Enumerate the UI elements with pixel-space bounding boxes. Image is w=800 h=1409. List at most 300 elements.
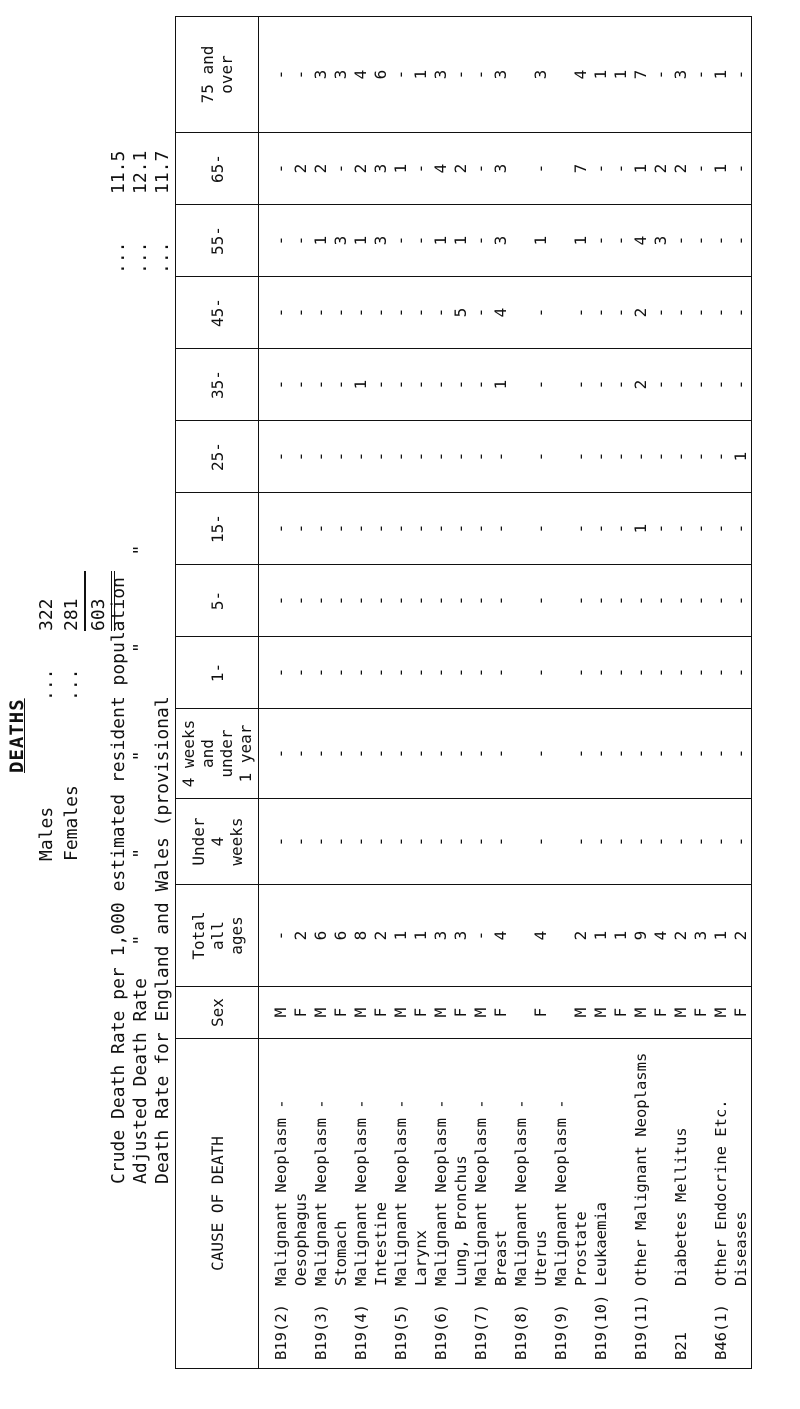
death-count: -	[651, 523, 670, 534]
death-count: -	[691, 379, 710, 390]
age-group-header	[176, 565, 259, 637]
death-count: 6	[311, 930, 330, 941]
death-count: -	[451, 523, 470, 534]
death-count: 1	[591, 930, 610, 941]
death-count: -	[591, 235, 610, 246]
age-group-header-line: over	[217, 55, 236, 94]
death-count	[511, 205, 531, 276]
grand-total: 603	[84, 571, 115, 631]
death-count: 1	[351, 379, 370, 390]
death-count: -	[271, 930, 290, 941]
age-group-header	[176, 205, 259, 277]
cause-code: B46(1)	[712, 1304, 730, 1360]
cause-entry	[631, 1039, 651, 1368]
death-count	[551, 799, 571, 884]
death-count	[511, 637, 531, 708]
age-group-header-line: 4 weeks	[179, 719, 198, 788]
death-count: 6	[371, 69, 390, 80]
cause-name: Breast	[492, 1230, 510, 1286]
totals-row-females	[59, 531, 84, 861]
death-count	[511, 709, 531, 798]
death-count: -	[531, 307, 550, 318]
death-count: -	[411, 748, 430, 759]
death-count: -	[651, 451, 670, 462]
sex-value	[511, 987, 531, 1038]
age-group-header	[176, 637, 259, 709]
death-count: 4	[651, 930, 670, 941]
sex-value: F	[331, 1007, 350, 1018]
sex-value: F	[291, 1007, 310, 1018]
death-count: -	[711, 523, 730, 534]
males-count: 322	[36, 598, 57, 631]
death-count: -	[291, 667, 310, 678]
cause-name: Lung, Bronchus	[452, 1155, 470, 1286]
cause-code: B19(10)	[592, 1294, 610, 1360]
cause-code: B19(11)	[632, 1294, 650, 1360]
cause-name: Larynx	[412, 1230, 430, 1286]
death-count: -	[651, 748, 670, 759]
death-count: -	[591, 379, 610, 390]
sex-value: M	[471, 1007, 490, 1018]
death-count: -	[271, 748, 290, 759]
cause-entry	[531, 1039, 551, 1368]
age-group-header-line: 75 and	[198, 45, 217, 104]
death-count: -	[731, 163, 750, 174]
death-count: -	[451, 451, 470, 462]
death-count: 3	[691, 930, 710, 941]
death-count: 3	[491, 163, 510, 174]
death-count: 8	[351, 930, 370, 941]
death-count: -	[471, 451, 490, 462]
cause-entry	[451, 1039, 471, 1368]
cause-entry	[351, 1039, 371, 1368]
cause-entry	[711, 1039, 731, 1368]
cause-entry	[571, 1039, 591, 1368]
death-count: -	[431, 307, 450, 318]
death-count: -	[371, 748, 390, 759]
death-count	[551, 421, 571, 492]
cause-entry	[371, 1039, 391, 1368]
death-count: -	[531, 836, 550, 847]
death-count: 4	[531, 930, 550, 941]
death-count: -	[671, 667, 690, 678]
cause-entry	[311, 1039, 331, 1368]
death-count: -	[331, 163, 350, 174]
cause-entry	[591, 1039, 611, 1368]
death-count: -	[351, 523, 370, 534]
death-count: -	[471, 930, 490, 941]
death-count: -	[271, 69, 290, 80]
death-count	[511, 885, 531, 986]
death-count: 2	[631, 379, 650, 390]
death-count: 2	[671, 930, 690, 941]
death-count: -	[431, 595, 450, 606]
death-count: -	[391, 836, 410, 847]
death-count: -	[391, 235, 410, 246]
crude-rate-label: Crude Death Rate per 1,000 estimated resident population	[108, 577, 129, 1184]
age-group-column	[259, 421, 752, 493]
age-group-header	[176, 349, 259, 421]
death-count: 3	[371, 235, 390, 246]
death-count: -	[531, 163, 550, 174]
death-count: 3	[651, 235, 670, 246]
death-count	[511, 277, 531, 348]
death-totals	[34, 531, 115, 861]
sex-value: M	[431, 1007, 450, 1018]
death-count: 3	[451, 930, 470, 941]
cause-column	[259, 1039, 752, 1369]
death-count	[551, 565, 571, 636]
death-count: -	[391, 451, 410, 462]
death-count: 1	[611, 69, 630, 80]
sex-value: F	[451, 1007, 470, 1018]
death-count: -	[471, 235, 490, 246]
death-count: -	[691, 307, 710, 318]
cause-name: Uterus	[532, 1230, 550, 1286]
cause-name: Malignant Neoplasm -	[512, 1099, 530, 1286]
death-count: -	[631, 451, 650, 462]
death-count: -	[571, 748, 590, 759]
death-count: -	[591, 667, 610, 678]
death-count: -	[371, 836, 390, 847]
death-count: 3	[671, 69, 690, 80]
death-count	[511, 565, 531, 636]
males-label: Males	[36, 806, 57, 861]
death-count: -	[631, 836, 650, 847]
death-count: 1	[451, 235, 470, 246]
death-count: -	[611, 836, 630, 847]
death-count: -	[711, 307, 730, 318]
death-count: -	[391, 667, 410, 678]
death-count: -	[411, 667, 430, 678]
death-count: -	[711, 667, 730, 678]
death-count: 3	[431, 930, 450, 941]
age-group-column	[259, 205, 752, 277]
death-count: -	[391, 523, 410, 534]
death-count: -	[271, 307, 290, 318]
death-count: -	[731, 307, 750, 318]
death-rates	[108, 134, 174, 1184]
death-count: -	[351, 667, 370, 678]
death-count: -	[571, 523, 590, 534]
sex-value: M	[631, 1007, 650, 1018]
death-count: -	[711, 379, 730, 390]
death-count: -	[331, 595, 350, 606]
death-count: -	[531, 451, 550, 462]
death-count: -	[591, 748, 610, 759]
death-count: -	[271, 595, 290, 606]
death-count	[551, 17, 571, 132]
death-count: -	[611, 523, 630, 534]
death-count: -	[471, 667, 490, 678]
death-count: -	[291, 379, 310, 390]
death-count: -	[691, 595, 710, 606]
death-count: -	[451, 748, 470, 759]
death-count: 1	[591, 69, 610, 80]
death-count: 4	[571, 69, 590, 80]
death-count: -	[691, 523, 710, 534]
death-count: 5	[451, 307, 470, 318]
death-count: -	[671, 451, 690, 462]
death-count: 1	[351, 235, 370, 246]
leader-dots: ...	[130, 241, 151, 274]
death-count: -	[591, 451, 610, 462]
death-count: -	[411, 451, 430, 462]
death-count: -	[331, 451, 350, 462]
death-count: -	[711, 451, 730, 462]
death-count: -	[291, 69, 310, 80]
death-count: -	[331, 379, 350, 390]
sex-value: F	[691, 1007, 710, 1018]
death-count: -	[731, 836, 750, 847]
death-count: 2	[571, 930, 590, 941]
cause-name: Other Malignant Neoplasms	[632, 1052, 650, 1286]
death-count: -	[651, 667, 670, 678]
death-count: -	[731, 595, 750, 606]
death-count: -	[371, 451, 390, 462]
totals-row-males	[34, 531, 59, 861]
death-count: -	[611, 379, 630, 390]
cause-entry	[691, 1039, 711, 1368]
cause-entry	[291, 1039, 311, 1368]
death-count: -	[431, 523, 450, 534]
death-count: -	[671, 379, 690, 390]
national-rate-value: 11.7	[152, 150, 173, 194]
sex-value: F	[611, 1007, 630, 1018]
age-group-header-line: Total	[188, 911, 208, 960]
sex-value: M	[271, 1007, 290, 1018]
death-count: -	[531, 379, 550, 390]
cause-entry	[271, 1039, 291, 1368]
death-count: -	[371, 379, 390, 390]
age-group-header-line: ages	[226, 916, 246, 955]
age-group-header	[176, 421, 259, 493]
leader-dots: ...	[108, 241, 129, 274]
cause-name: Diabetes Mellitus	[672, 1127, 690, 1286]
sex-value: M	[571, 1007, 590, 1018]
death-count: 4	[431, 163, 450, 174]
death-count: -	[351, 748, 370, 759]
death-count: -	[351, 451, 370, 462]
death-count: -	[651, 595, 670, 606]
age-group-header-line: 65-	[207, 154, 227, 183]
cause-entry	[611, 1039, 631, 1368]
sex-value: F	[411, 1007, 430, 1018]
death-count: -	[731, 69, 750, 80]
death-count: -	[411, 163, 430, 174]
death-count: -	[311, 307, 330, 318]
age-group-column	[259, 349, 752, 421]
death-count: -	[431, 836, 450, 847]
cause-name: Leukaemia	[592, 1202, 610, 1286]
death-count	[511, 17, 531, 132]
death-count: -	[411, 836, 430, 847]
death-count: -	[731, 667, 750, 678]
death-count: -	[411, 595, 430, 606]
death-count: -	[531, 595, 550, 606]
death-count	[511, 421, 531, 492]
death-count: -	[631, 595, 650, 606]
death-count: -	[291, 523, 310, 534]
age-group-header	[176, 885, 259, 987]
death-count	[551, 709, 571, 798]
death-count: 2	[731, 930, 750, 941]
death-count: 1	[411, 930, 430, 941]
death-count: -	[271, 667, 290, 678]
death-count: -	[591, 523, 610, 534]
death-count: -	[311, 451, 330, 462]
age-group-header	[176, 17, 259, 133]
death-count: -	[491, 523, 510, 534]
age-group-header	[176, 799, 259, 885]
cause-name: Malignant Neoplasm -	[392, 1099, 410, 1286]
death-count: -	[491, 748, 510, 759]
death-count: -	[471, 379, 490, 390]
death-count: -	[271, 523, 290, 534]
adjusted-rate-row	[130, 134, 152, 1184]
death-count: -	[611, 667, 630, 678]
death-count: -	[611, 307, 630, 318]
death-count: 2	[451, 163, 470, 174]
death-count: -	[291, 451, 310, 462]
adjusted-rate-label: Adjusted Death Rate " " " " "	[130, 544, 151, 1184]
death-count: -	[591, 595, 610, 606]
leader-dots: ...	[152, 241, 173, 274]
death-count: -	[411, 523, 430, 534]
age-group-column	[259, 799, 752, 885]
death-count: -	[611, 163, 630, 174]
death-count: 1	[731, 451, 750, 462]
death-count: -	[611, 595, 630, 606]
death-count: -	[571, 307, 590, 318]
age-group-header-line: 4	[207, 836, 227, 847]
age-group-header-line: 5-	[207, 590, 227, 611]
death-count	[551, 349, 571, 420]
death-count: -	[471, 163, 490, 174]
death-count: -	[731, 523, 750, 534]
death-count	[551, 637, 571, 708]
death-count: 4	[351, 69, 370, 80]
death-count: -	[411, 235, 430, 246]
cause-name: Malignant Neoplasm -	[272, 1099, 290, 1286]
death-count: -	[691, 748, 710, 759]
death-count: -	[731, 748, 750, 759]
death-count: -	[651, 307, 670, 318]
death-count: -	[471, 69, 490, 80]
death-count: -	[651, 69, 670, 80]
cause-code: B19(3)	[312, 1304, 330, 1360]
cause-code: B19(8)	[512, 1304, 530, 1360]
death-count: -	[271, 379, 290, 390]
death-count: -	[391, 748, 410, 759]
death-count: 7	[571, 163, 590, 174]
death-count: -	[431, 748, 450, 759]
age-group-column	[259, 565, 752, 637]
death-count: -	[331, 748, 350, 759]
age-group-column	[259, 709, 752, 799]
death-count: 1	[431, 235, 450, 246]
death-count	[511, 799, 531, 884]
death-count: 1	[391, 163, 410, 174]
cause-entry	[431, 1039, 451, 1368]
death-count: -	[711, 748, 730, 759]
death-count: -	[691, 667, 710, 678]
cause-code: B19(5)	[392, 1304, 410, 1360]
death-count	[551, 205, 571, 276]
death-count: -	[331, 307, 350, 318]
sex-value: F	[731, 1007, 750, 1018]
death-count: -	[731, 235, 750, 246]
cause-entry	[551, 1039, 571, 1368]
death-count: -	[371, 307, 390, 318]
age-group-column	[259, 637, 752, 709]
age-group-header-line: 35-	[207, 370, 227, 399]
death-count: -	[291, 836, 310, 847]
cause-name: Intestine	[372, 1202, 390, 1286]
death-count: 7	[631, 69, 650, 80]
sex-header: Sex	[176, 987, 259, 1039]
death-count: -	[531, 748, 550, 759]
death-count: -	[691, 69, 710, 80]
death-count: -	[571, 595, 590, 606]
cause-name: Malignant Neoplasm -	[432, 1099, 450, 1286]
death-count: -	[671, 748, 690, 759]
death-count: -	[271, 836, 290, 847]
death-count: -	[711, 595, 730, 606]
crude-rate-value: 11.5	[108, 150, 129, 194]
age-group-header-line: 25-	[207, 442, 227, 471]
national-rate-label: Death Rate for England and Wales (provisional	[152, 696, 173, 1184]
death-count: -	[311, 595, 330, 606]
death-count: -	[311, 379, 330, 390]
death-count: -	[291, 748, 310, 759]
death-count: 1	[571, 235, 590, 246]
death-count: -	[571, 667, 590, 678]
death-count: -	[451, 667, 470, 678]
death-count: -	[311, 667, 330, 678]
death-count: 3	[371, 163, 390, 174]
deaths-by-cause-table	[175, 16, 752, 1369]
death-count: 2	[371, 930, 390, 941]
age-group-header-line: and	[198, 739, 217, 768]
death-count: 1	[391, 930, 410, 941]
cause-name: Diseases	[732, 1211, 750, 1286]
death-count: -	[391, 69, 410, 80]
death-count: 3	[311, 69, 330, 80]
death-count: 4	[631, 235, 650, 246]
death-count: -	[651, 379, 670, 390]
death-count: -	[611, 748, 630, 759]
age-group-column	[259, 133, 752, 205]
leader-dots: ...	[61, 668, 82, 701]
death-count: -	[671, 307, 690, 318]
cause-entry	[671, 1039, 691, 1368]
death-count: -	[691, 836, 710, 847]
cause-entry	[331, 1039, 351, 1368]
death-count	[551, 277, 571, 348]
cause-name: Malignant Neoplasm -	[552, 1099, 570, 1286]
death-count: 4	[491, 930, 510, 941]
national-rate-row	[152, 134, 174, 1184]
death-count: -	[391, 595, 410, 606]
death-count: -	[271, 163, 290, 174]
age-group-header-line: weeks	[226, 817, 246, 866]
death-count: -	[571, 836, 590, 847]
death-count: -	[271, 451, 290, 462]
death-count	[551, 133, 571, 204]
death-count: -	[411, 307, 430, 318]
death-count: -	[411, 379, 430, 390]
